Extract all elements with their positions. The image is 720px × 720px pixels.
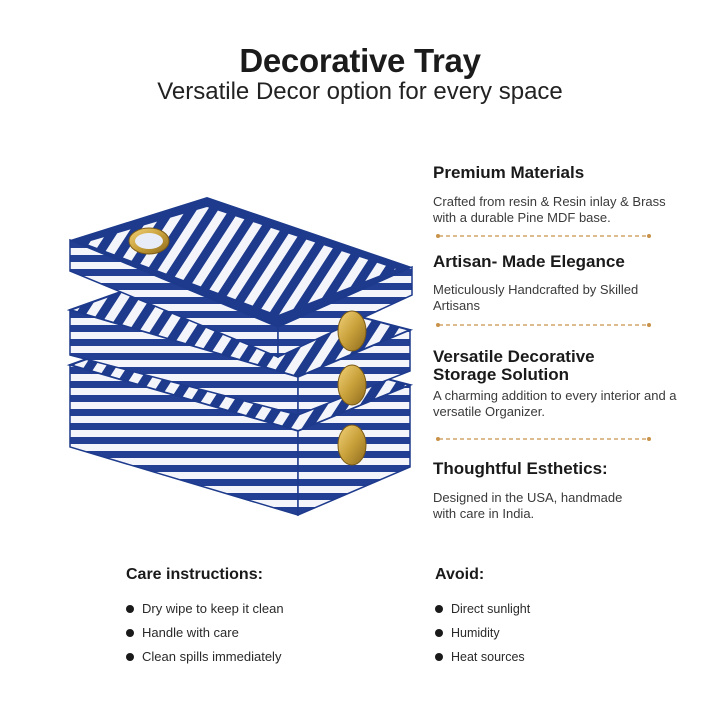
feature-title: Premium Materials xyxy=(433,163,585,182)
avoid-title: Avoid: xyxy=(435,566,485,583)
feature-title: Versatile Decorative Storage Solution xyxy=(433,347,595,384)
dashed-divider xyxy=(436,233,651,239)
list-item: Heat sources xyxy=(435,645,675,669)
feature-premium-materials xyxy=(433,164,683,226)
dashed-divider xyxy=(436,436,651,442)
bullet-icon xyxy=(435,653,443,661)
list-item: Clean spills immediately xyxy=(126,645,366,669)
feature-description: Designed in the USA, handmade with care in India. xyxy=(433,490,623,521)
care-title: Care instructions: xyxy=(126,566,263,583)
page-title: Decorative Tray xyxy=(239,42,481,79)
care-list xyxy=(126,597,366,669)
feature-versatile-storage xyxy=(433,348,683,420)
striped-tray-stack-image xyxy=(52,185,432,525)
bullet-icon xyxy=(126,605,134,613)
bullet-icon xyxy=(435,629,443,637)
avoid-list xyxy=(435,597,675,669)
feature-description: Crafted from resin & Resin inlay & Brass with a durable Pine MDF base. xyxy=(433,194,666,225)
page-subtitle: Versatile Decor option for every space xyxy=(157,78,563,105)
avoid-section xyxy=(435,566,675,669)
bullet-icon xyxy=(126,629,134,637)
care-instructions xyxy=(126,566,366,669)
bullet-icon xyxy=(126,653,134,661)
feature-description: Meticulously Handcrafted by Skilled Artisans xyxy=(433,282,639,313)
dashed-divider xyxy=(436,322,651,328)
feature-thoughtful-esthetics xyxy=(433,460,683,522)
feature-title: Thoughtful Esthetics: xyxy=(433,459,608,478)
list-item: Humidity xyxy=(435,621,675,645)
list-item: Handle with care xyxy=(126,621,366,645)
feature-artisan-made-elegance xyxy=(433,253,683,314)
list-item: Dry wipe to keep it clean xyxy=(126,597,366,621)
feature-title: Artisan- Made Elegance xyxy=(433,252,625,271)
list-item: Direct sunlight xyxy=(435,597,675,621)
bullet-icon xyxy=(435,605,443,613)
feature-description: A charming addition to every interior and a versatile Organizer. xyxy=(433,388,677,419)
